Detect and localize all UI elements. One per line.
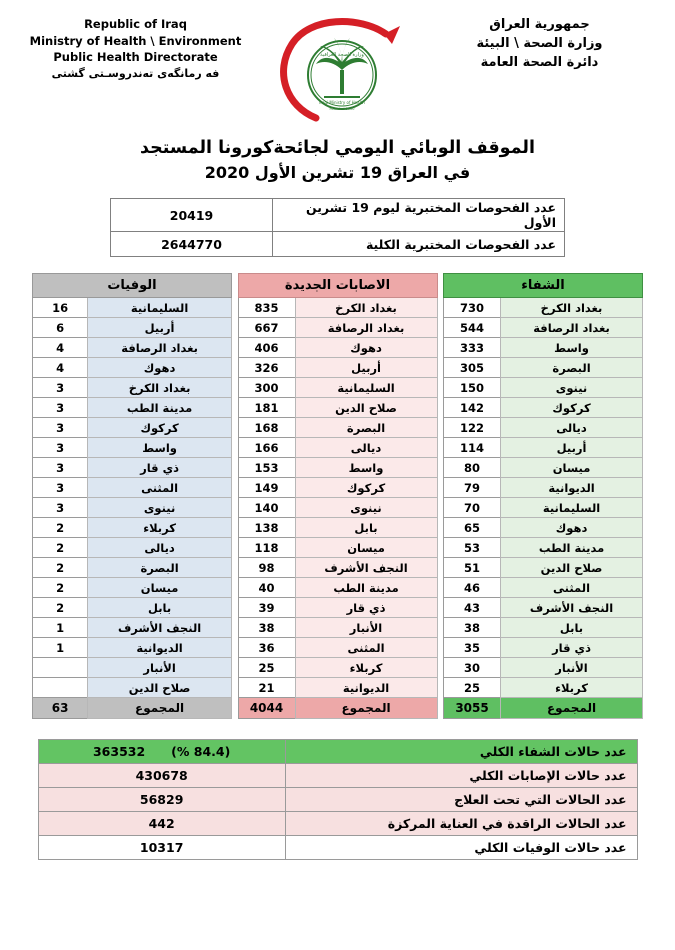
governorate-name: ذي قار (295, 598, 437, 618)
table-total-row (238, 698, 437, 719)
ministry-logo-icon (268, 18, 408, 128)
governorate-name: صلاح الدين (88, 678, 232, 698)
governorate-name: كركوك (501, 398, 643, 418)
governorate-name: أربيل (295, 358, 437, 378)
governorate-value: 118 (238, 538, 295, 558)
new-cases-total-value: 4044 (238, 698, 295, 719)
ministry-logo (263, 16, 413, 128)
governorate-name: نينوى (295, 498, 437, 518)
table-row (444, 518, 643, 538)
daily-tests-label: عدد الفحوصات المختبرية ليوم 19 تشرين الأول (273, 199, 565, 232)
table-row (444, 418, 643, 438)
table-row (238, 478, 437, 498)
governorate-value: 39 (238, 598, 295, 618)
total-cases-value: 430678 (38, 764, 285, 788)
governorate-name: البصرة (88, 558, 232, 578)
logo-text-arabic: وزارة الصحة العراقية (319, 52, 364, 58)
table-row (238, 518, 437, 538)
governorate-value: 140 (238, 498, 295, 518)
governorate-name: بغداد الكرخ (295, 298, 437, 318)
governorate-value: 25 (444, 678, 501, 698)
governorate-name: كربلاء (88, 518, 232, 538)
new-cases-total-label: المجموع (295, 698, 437, 719)
governorate-name: ميسان (501, 458, 643, 478)
table-total-row (444, 698, 643, 719)
governorate-value: 2 (33, 518, 88, 538)
deaths-total-label: المجموع (88, 698, 232, 719)
recovered-total-value: 3055 (444, 698, 501, 719)
governorate-tables (18, 273, 657, 719)
icu-cases-value: 442 (38, 812, 285, 836)
table-row (238, 318, 437, 338)
governorate-value: 142 (444, 398, 501, 418)
governorate-name: الديوانية (88, 638, 232, 658)
governorate-value: 138 (238, 518, 295, 538)
governorate-value: 2 (33, 538, 88, 558)
governorate-value: 1 (33, 618, 88, 638)
governorate-value: 36 (238, 638, 295, 658)
new-cases-table (238, 273, 438, 719)
governorate-name: صلاح الدين (295, 398, 437, 418)
table-row (33, 498, 232, 518)
governorate-name: كركوك (88, 418, 232, 438)
governorate-value: 150 (444, 378, 501, 398)
table-row (444, 458, 643, 478)
total-recovered-number: 363532 (92, 744, 146, 759)
table-row (33, 658, 232, 678)
governorate-name: بغداد الرصافة (88, 338, 232, 358)
governorate-name: المثنى (295, 638, 437, 658)
table-row (111, 232, 565, 257)
table-row (33, 678, 232, 698)
governorate-name: نينوى (501, 378, 643, 398)
logo-text-founded: Founded 1920 (328, 107, 355, 111)
table-row (238, 438, 437, 458)
governorate-name: الأنبار (501, 658, 643, 678)
governorate-value: 38 (238, 618, 295, 638)
page-title (18, 138, 657, 182)
daily-tests-value: 20419 (111, 199, 273, 232)
governorate-value: 3 (33, 398, 88, 418)
governorate-value: 326 (238, 358, 295, 378)
governorate-name: السليمانية (88, 298, 232, 318)
governorate-value (33, 678, 88, 698)
logo-text-english: Iraqi Ministry of Health (318, 100, 365, 105)
governorate-name: كربلاء (295, 658, 437, 678)
governorate-name: ذي قار (501, 638, 643, 658)
header-en-line-1: Republic of Iraq (84, 17, 187, 31)
governorate-name: دهوك (295, 338, 437, 358)
governorate-name: الأنبار (295, 618, 437, 638)
governorate-name: دهوك (501, 518, 643, 538)
governorate-value: 70 (444, 498, 501, 518)
governorate-value: 3 (33, 418, 88, 438)
governorate-name: النجف الأشرف (88, 618, 232, 638)
table-row (238, 398, 437, 418)
governorate-value: 2 (33, 578, 88, 598)
cumulative-summary-table (38, 739, 638, 860)
table-row (444, 578, 643, 598)
deaths-total-value: 63 (33, 698, 88, 719)
governorate-name: المثنى (501, 578, 643, 598)
table-row (33, 338, 232, 358)
governorate-name: مدينة الطب (88, 398, 232, 418)
governorate-name: بابل (88, 598, 232, 618)
table-row (33, 378, 232, 398)
governorate-value: 667 (238, 318, 295, 338)
table-row (33, 518, 232, 538)
governorate-value: 21 (238, 678, 295, 698)
new-cases-table-body (238, 298, 437, 719)
governorate-name: بغداد الكرخ (88, 378, 232, 398)
governorate-name: ميسان (295, 538, 437, 558)
header-kurdish-line: فه رمانگه‌ى ته‌ندروسـتى گشتى (51, 67, 220, 81)
table-row (444, 478, 643, 498)
governorate-value: 65 (444, 518, 501, 538)
recovered-table (443, 273, 643, 719)
total-recovered-percent: (84.4 %) (171, 744, 231, 759)
governorate-value: 40 (238, 578, 295, 598)
table-row (444, 618, 643, 638)
governorate-value (33, 658, 88, 678)
header-en-line-2: Ministry of Health \ Environment (29, 33, 242, 48)
table-row (111, 199, 565, 232)
governorate-value: 3 (33, 478, 88, 498)
governorate-name: السليمانية (295, 378, 437, 398)
governorate-value: 16 (33, 298, 88, 318)
table-row (33, 398, 232, 418)
table-row (33, 578, 232, 598)
governorate-name: بابل (501, 618, 643, 638)
header-en-line-3: Public Health Directorate (53, 50, 218, 65)
governorate-name: مدينة الطب (501, 538, 643, 558)
governorate-name: صلاح الدين (501, 558, 643, 578)
governorate-value: 3 (33, 378, 88, 398)
governorate-value: 3 (33, 458, 88, 478)
governorate-name: مدينة الطب (295, 578, 437, 598)
governorate-name: كربلاء (501, 678, 643, 698)
governorate-name: بغداد الكرخ (501, 298, 643, 318)
governorate-name: أربيل (88, 318, 232, 338)
governorate-name: نينوى (88, 498, 232, 518)
table-total-row (33, 698, 232, 719)
table-row (33, 418, 232, 438)
table-row (33, 298, 232, 318)
governorate-value: 53 (444, 538, 501, 558)
table-row (33, 478, 232, 498)
recovered-table-body (444, 298, 643, 719)
governorate-name: السليمانية (501, 498, 643, 518)
table-row (33, 558, 232, 578)
governorate-name: دهوك (88, 358, 232, 378)
governorate-value: 835 (238, 298, 295, 318)
table-row (444, 338, 643, 358)
title-line-1: الموقف الوبائي اليومي لجائحةكورونا المستجد (140, 138, 535, 158)
governorate-name: النجف الأشرف (295, 558, 437, 578)
table-row (444, 298, 643, 318)
header-ar-line-3: دائرة الصحة العامة (480, 54, 599, 70)
governorate-value: 98 (238, 558, 295, 578)
governorate-name: واسط (295, 458, 437, 478)
total-deaths-label: عدد حالات الوفيات الكلي (285, 836, 637, 860)
governorate-value: 35 (444, 638, 501, 658)
table-row (238, 618, 437, 638)
table-row (238, 338, 437, 358)
governorate-value: 2 (33, 558, 88, 578)
table-row (238, 298, 437, 318)
governorate-value: 166 (238, 438, 295, 458)
deaths-table-header: الوفيات (33, 274, 232, 298)
icu-cases-label: عدد الحالات الراقدة في العناية المركزة (285, 812, 637, 836)
total-recovered-value (38, 740, 285, 764)
governorate-value: 2 (33, 598, 88, 618)
table-row (444, 378, 643, 398)
recovered-total-label: المجموع (501, 698, 643, 719)
table-row (38, 764, 637, 788)
governorate-name: كركوك (295, 478, 437, 498)
table-row (33, 638, 232, 658)
table-row (444, 558, 643, 578)
governorate-value: 114 (444, 438, 501, 458)
table-row (38, 812, 637, 836)
governorate-value: 30 (444, 658, 501, 678)
total-tests-value: 2644770 (111, 232, 273, 257)
table-row (238, 378, 437, 398)
header-english-block (28, 16, 243, 82)
governorate-value: 4 (33, 338, 88, 358)
title-line-2: في العراق 19 تشرين الأول 2020 (204, 163, 471, 182)
governorate-name: ديالى (88, 538, 232, 558)
governorate-name: الديوانية (501, 478, 643, 498)
governorate-value: 333 (444, 338, 501, 358)
governorate-value: 3 (33, 438, 88, 458)
table-row (238, 538, 437, 558)
active-cases-value: 56829 (38, 788, 285, 812)
new-cases-table-header: الاصابات الجديدة (238, 274, 437, 298)
governorate-name: بابل (295, 518, 437, 538)
table-row (238, 418, 437, 438)
table-row (444, 318, 643, 338)
governorate-value: 46 (444, 578, 501, 598)
table-row (444, 358, 643, 378)
table-row (33, 358, 232, 378)
governorate-name: ديالى (501, 418, 643, 438)
governorate-name: المثنى (88, 478, 232, 498)
governorate-value: 122 (444, 418, 501, 438)
table-row (238, 458, 437, 478)
table-row (444, 638, 643, 658)
deaths-table (32, 273, 232, 719)
table-row (238, 638, 437, 658)
table-row (444, 398, 643, 418)
governorate-name: ميسان (88, 578, 232, 598)
table-row (238, 358, 437, 378)
governorate-value: 80 (444, 458, 501, 478)
table-row (238, 558, 437, 578)
governorate-name: ديالى (295, 438, 437, 458)
header-ar-line-1: جمهورية العراق (489, 17, 590, 32)
table-row (238, 578, 437, 598)
governorate-value: 51 (444, 558, 501, 578)
table-row (33, 458, 232, 478)
total-recovered-label: عدد حالات الشفاء الكلي (285, 740, 637, 764)
governorate-name: بغداد الرصافة (501, 318, 643, 338)
table-row (444, 538, 643, 558)
lab-tests-summary-table (110, 198, 565, 257)
governorate-name: البصرة (501, 358, 643, 378)
table-row (38, 740, 637, 764)
table-row (33, 318, 232, 338)
governorate-name: واسط (88, 438, 232, 458)
table-row (33, 538, 232, 558)
header-arabic-block (432, 16, 647, 73)
document-header (18, 10, 657, 130)
active-cases-label: عدد الحالات التي تحت العلاج (285, 788, 637, 812)
governorate-name: النجف الأشرف (501, 598, 643, 618)
governorate-value: 181 (238, 398, 295, 418)
governorate-value: 25 (238, 658, 295, 678)
governorate-value: 406 (238, 338, 295, 358)
governorate-value: 730 (444, 298, 501, 318)
governorate-value: 43 (444, 598, 501, 618)
governorate-value: 1 (33, 638, 88, 658)
deaths-table-body (33, 298, 232, 719)
governorate-value: 4 (33, 358, 88, 378)
table-row (238, 498, 437, 518)
table-row (33, 438, 232, 458)
total-cases-label: عدد حالات الإصابات الكلي (285, 764, 637, 788)
header-ar-line-2: وزارة الصحة \ البيئة (476, 35, 603, 51)
table-row (444, 498, 643, 518)
governorate-value: 544 (444, 318, 501, 338)
governorate-name: واسط (501, 338, 643, 358)
governorate-value: 305 (444, 358, 501, 378)
governorate-name: أربيل (501, 438, 643, 458)
governorate-name: البصرة (295, 418, 437, 438)
table-row (444, 598, 643, 618)
governorate-name: بغداد الرصافة (295, 318, 437, 338)
governorate-value: 153 (238, 458, 295, 478)
governorate-value: 79 (444, 478, 501, 498)
table-row (33, 598, 232, 618)
table-row (238, 678, 437, 698)
governorate-value: 3 (33, 498, 88, 518)
governorate-value: 300 (238, 378, 295, 398)
table-row (238, 658, 437, 678)
governorate-value: 38 (444, 618, 501, 638)
governorate-value: 6 (33, 318, 88, 338)
governorate-value: 168 (238, 418, 295, 438)
governorate-value: 149 (238, 478, 295, 498)
governorate-name: ذي قار (88, 458, 232, 478)
table-row (444, 678, 643, 698)
table-row (444, 438, 643, 458)
total-tests-label: عدد الفحوصات المختبرية الكلية (273, 232, 565, 257)
total-deaths-value: 10317 (38, 836, 285, 860)
table-row (38, 788, 637, 812)
table-row (238, 598, 437, 618)
governorate-name: الديوانية (295, 678, 437, 698)
table-row (33, 618, 232, 638)
governorate-name: الأنبار (88, 658, 232, 678)
table-row (444, 658, 643, 678)
recovered-table-header: الشفاء (444, 274, 643, 298)
table-row (38, 836, 637, 860)
